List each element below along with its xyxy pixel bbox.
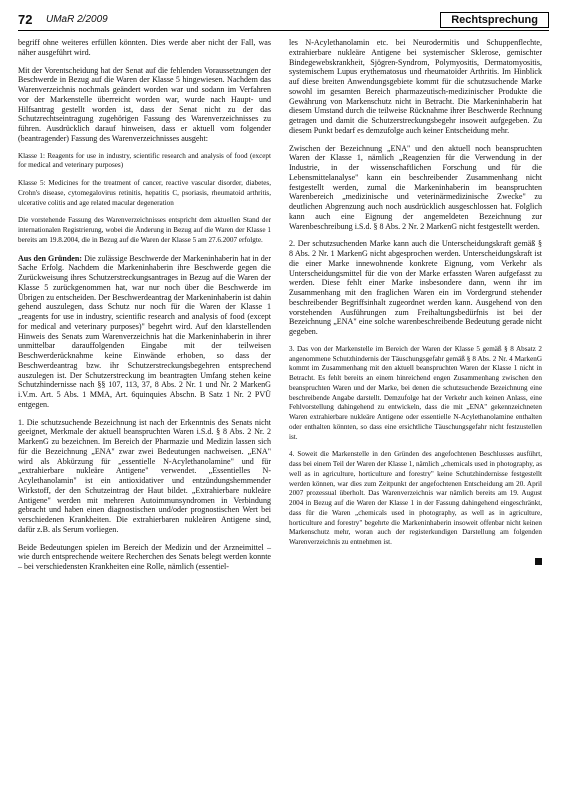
paragraph: Zwischen der Bezeichnung „ENA" und den aktuell noch beanspruchten Waren der Klasse 1, nämlich „Reagenzien für die Verwendung in der Industrie, in der wissenschaftlichen Forschung und für die Lebensmittelanalyse" kann ein beschreibender Zusammenhang nicht festgestellt werden, zumal die Markeninhaberin im beanspruchten Warenbereich „medizinische und veterinärmedizinische Zwecke" zu deutlichen Abgrenzung auch noch ausdrücklich ausgeschlossen hat. Folglich kann auch eine Eignung der angemeldeten Bezeichnung zur Warenbeschreibung i.S.d. § 8 Abs. 2 Nr. 2 MarkenG nicht festgestellt werden. [289, 143, 542, 231]
paragraph: begriff ohne weiteres erfüllen könnten. Dies werde aber nicht der Fall, was näher ausgeführt wird. [18, 38, 271, 57]
left-column [18, 38, 271, 580]
page-header [18, 12, 549, 31]
paragraph: Beide Bedeutungen spielen im Bereich der Medizin und der Arzneimittel – wie durch entsprechende weitere Recherchen des Senats belegt werden konnte – bei verschiedensten Krankheiten eine Rolle, nämlich (essentiel- [18, 542, 271, 571]
paragraph: 1. Die schutzsuchende Bezeichnung ist nach der Erkenntnis des Senats nicht geeignet, Merkmale der aktuell beanspruchten Waren i.S.d. § 8 Abs. 2 Nr. 2 MarkenG zu bezeichnen. Im Bereich der Pharmazie und Medizin lassen sich für die Bezeichnung „ENA" zwar zwei Bedeutungen nachweisen. „ENA" wird als Abkürzung für „essentielle N-Acylethanolamine" und für „extrahierbare nukleäre Antigene" verwendet. „Essentielles N-Acylethanolamin" ist ein antioxidativer und entzündungshemmender Wirkstoff, der den Schutzeintrag der Haut bildet. „Extrahierbare nukleäre Antigene" werden mit mehreren Autoimmunsyndromen in Verbindung gebracht und haben einen diagnostischen und/oder prognostischen Wert bei verschiedenen Krankheiten. Die extrahierbaren nukleären Antigene sind, dafür z.B. als Serum vorliegen. [18, 417, 271, 534]
paragraph: 2. Der schutzsuchenden Marke kann auch die Unterscheidungskraft gemäß § 8 Abs. 2 Nr. 1 MarkenG nicht abgesprochen werden. Unterscheidungskraft ist die einer Marke innewohnende konkrete Eignung, vom Verkehr als Unterscheidungsmittel für die von der Marke erfassten Waren aufgefasst zu werden. Diese fehlt einer Marke insbesondere dann, wenn ihr im Zusammenhang mit den fraglichen Waren ein im Vordergrund stehender beschreibender Begriffsinhalt zugeordnet werden kann. Ausgehend von den vorstehenden Ausführungen zum Freihaltungsbedürfnis ist bei der Bezeichnung „ENA" eine solche warenbeschreibende Bedeutung gerade nicht gegeben. [289, 239, 542, 336]
section-title: Rechtsprechung [440, 12, 549, 28]
paragraph: 3. Das von der Markenstelle im Bereich der Waren der Klasse 5 gemäß § 8 Absatz 2 angenommene Schutzhindernis der Täuschungsgefahr gemäß § 8 Abs. 2 Nr. 4 MarkenG kommt im Zusammenhang mit den aktuell beanspruchten Waren der Klasse 1 nicht in Betracht. Es fehlt bereits an einem hinreichend engen Zusammenhang zwischen den beanspruchten Waren und der Marke, bei denen die schutzsuchende Bezeichnung eine beschreibende Angabe darstellt. Demzufolge hat der Verkehr auch keinen Anlass, eine Fehlvorstellung dahingehend zu entwickeln, dass die mit „ENA" gekennzeichneten Waren extrahierbare nukleäre Antigene oder essentielle N-Acylethanolamine enthalten oder enthalten könnten, so dass eine ersichtliche Täuschungsgefahr nicht festzustellen ist. [289, 344, 542, 441]
paragraph: Mit der Vorentscheidung hat der Senat auf die fehlenden Voraussetzungen der Beschwerde in Bezug auf die Waren der Klasse 5 hingewiesen. Nachdem das Warenverzeichnis nochmals geändert worden war und sodann im Verfahren vor der Markenstelle überreicht worden war, wurde nach Haupt- und Hilfsantrag gestellt worden ist, dass der Senat nicht zu der das Schutzrechtseintragung zugehörigen Fassung des Warenverzeichnisses zu führen. Ausdrücklich darauf hinweisen, dass er aktuell vom folgender (beantragender) Fassung des Warenverzeichnisses ausgeht: [18, 65, 271, 143]
grounds-paragraph: Aus den Gründen: Die zulässige Beschwerde der Markeninhaberin hat in der Sache Erfolg. Nachdem die Markeninhaberin ihre Beschwerde gegen die Zurückweisung ihres Schutzerstreckungsantrages in Bezug auf die Waren der Klasse 5 zurückgenommen hat, war nur noch über die Beschwerde im Übrigen zu entscheiden. Der Beschwerdeantrag der Markeninhaberin ist dahin gehend auszulegen, dass Schutz nur noch für die Waren der Klasse 1 „reagents for use in industry, scientific research and analysis of food (except for medical and veterinary purposes)" begehrt wird. Auf den klarstellenden Hinweis des Senats zum Warenverzeichnis hat die Markeninhaberin in ihrer unmittelbar darauffolgenden Eingabe mit der teilweisen Beschwerderücknahme keine Einwände erhoben, so dass der Beschwerdeantrag bzw. ihr Schutzerstreckungsbegehren entsprechend auszulegen ist. Der Schutzerstreckung im beantragten Umfang stehen keine Schutzhindernisse nach §§ 107, 113, 37, 8 Abs. 2 Nr. 1 und Nr. 2 MarkenG i.V.m. Art. 5 Abs. 1 MMA, Art. 6quinquies Abschn. B Satz 1 Nr. 2 PVÜ entgegen. [18, 253, 271, 409]
paragraph: 4. Soweit die Markenstelle in den Gründen des angefochtenen Beschlusses ausführt, dass bei einem Teil der Waren der Klasse 1, nämlich „chemicals used in photography, as well as in agriculture, horticulture and forestry" keine Schutzhindernisse festgestellt werden können, war dies zum Zeitpunkt der angefochtenen Entscheidung am 20. April 2007 prozessual überholt. Das Warenverzeichnis war nämlich bereits am 19. August 2004 in Bezug auf die Waren der Klasse 1 in der Fassung dahingehend eingeschränkt, dass für die Waren „chemicals used in photography, as well as in agriculture, horticulture and forestry" begehrte die Markeninhaberin insoweit offenbar nicht keinen Markenschutz mehr, woran auch der registerkundigen Darstellung am folgenden Warenverzeichnis zu entnehmen ist. [289, 450, 542, 546]
paragraph: les N-Acylethanolamin etc. bei Neurodermitis und Schuppenflechte, extrahierbare nukleäre Antigene bei systemischer Sklerose, gemischter Bindegewebskrankheit, Sjögren-Syndrom, Polymyositis, Dermatomyositis, systemischem Lupus erythematosus und rheumatoider Arthritis. Im Hinblick auf diese breiten Anwendungsgebiete kommt für die schutzsuchende Marke sowohl im gesamten Bereich pharmazeutisch-medizinischer Produkte die Gewährung von Markenschutz nicht in Betracht. Die Markeninhaberin hat diesem Umstand durch die teilweise Rücknahme ihrer Beschwerde Rechnung getragen und damit die Schutzerstreckungsbegehr insoweit aufgegeben. Zu diesem Punkt bedarf es demzufolge auch keiner Entscheidung mehr. [289, 38, 542, 135]
right-column [289, 38, 542, 565]
page-number: 72 [18, 12, 33, 27]
goods-list-class-5: Klasse 5: Medicines for the treatment of cancer, reactive vascular disorder, diabetes, Crohn's disease, cytomegalovirus retinitis, hepatitis C, psoriasis, rheumatoid arthritis, ulcerative colitis and age related macular degeneration [18, 179, 271, 207]
end-of-article-square [535, 558, 542, 565]
goods-list-class-1: Klasse 1: Reagents for use in industry, scientific research and analysis of food (except for medical and veterinary purposes) [18, 151, 271, 170]
grounds-lead: Aus den Gründen: [18, 253, 83, 263]
journal-name: UMaR 2/2009 [46, 14, 108, 25]
paragraph: Die vorstehende Fassung des Warenverzeichnisses entspricht dem aktuellen Stand der internationalen Registrierung, wobei die Änderung in Bezug auf die Waren der Klasse 1 bereits am 19.8.2004, die in Bezug auf die Waren der Klasse 5 am 27.6.2007 erfolgte. [18, 216, 271, 244]
